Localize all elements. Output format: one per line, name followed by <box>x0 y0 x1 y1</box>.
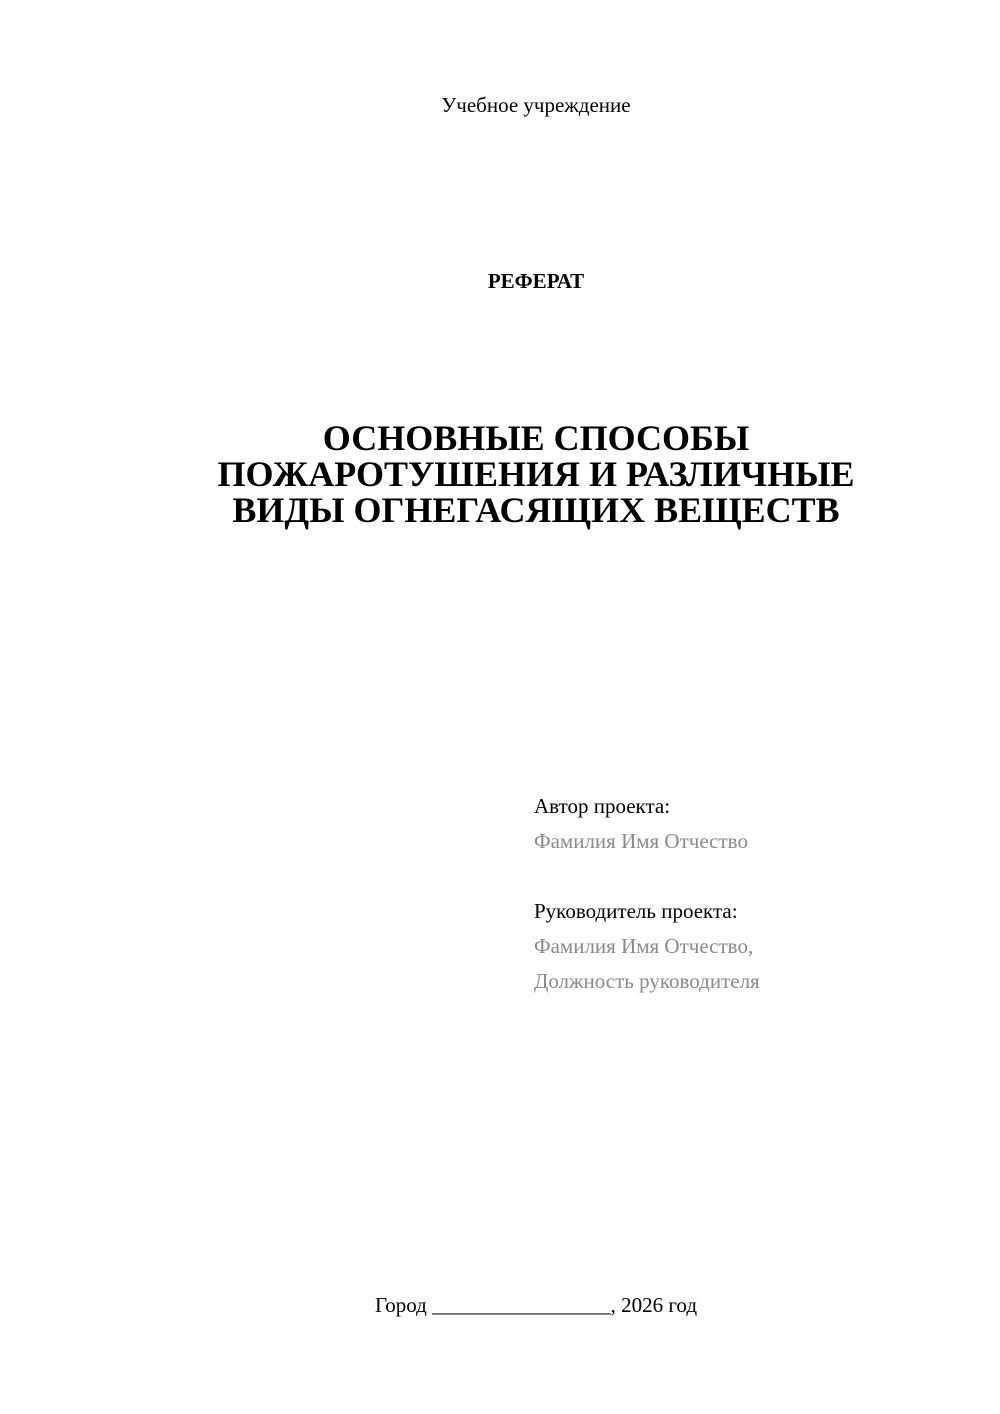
document-title <box>150 420 922 528</box>
document-type: РЕФЕРАТ <box>487 269 585 293</box>
title-line-3: ВИДЫ ОГНЕГАСЯЩИХ ВЕЩЕСТВ <box>232 490 840 530</box>
credits-spacer <box>534 859 974 894</box>
author-label: Автор проекта: <box>534 794 671 818</box>
credits-block <box>534 789 974 999</box>
supervisor-name: Фамилия Имя Отчество, <box>534 934 754 958</box>
supervisor-label: Руководитель проекта: <box>534 899 738 923</box>
title-line-1: ОСНОВНЫЕ СПОСОБЫ <box>322 418 750 458</box>
institution-name: Учебное учреждение <box>441 93 631 117</box>
city-year-line: Город _________________, 2026 год <box>374 1293 698 1317</box>
author-name: Фамилия Имя Отчество <box>534 829 748 853</box>
title-line-2: ПОЖАРОТУШЕНИЯ И РАЗЛИЧНЫЕ <box>217 454 855 494</box>
supervisor-position: Должность руководителя <box>534 969 760 993</box>
